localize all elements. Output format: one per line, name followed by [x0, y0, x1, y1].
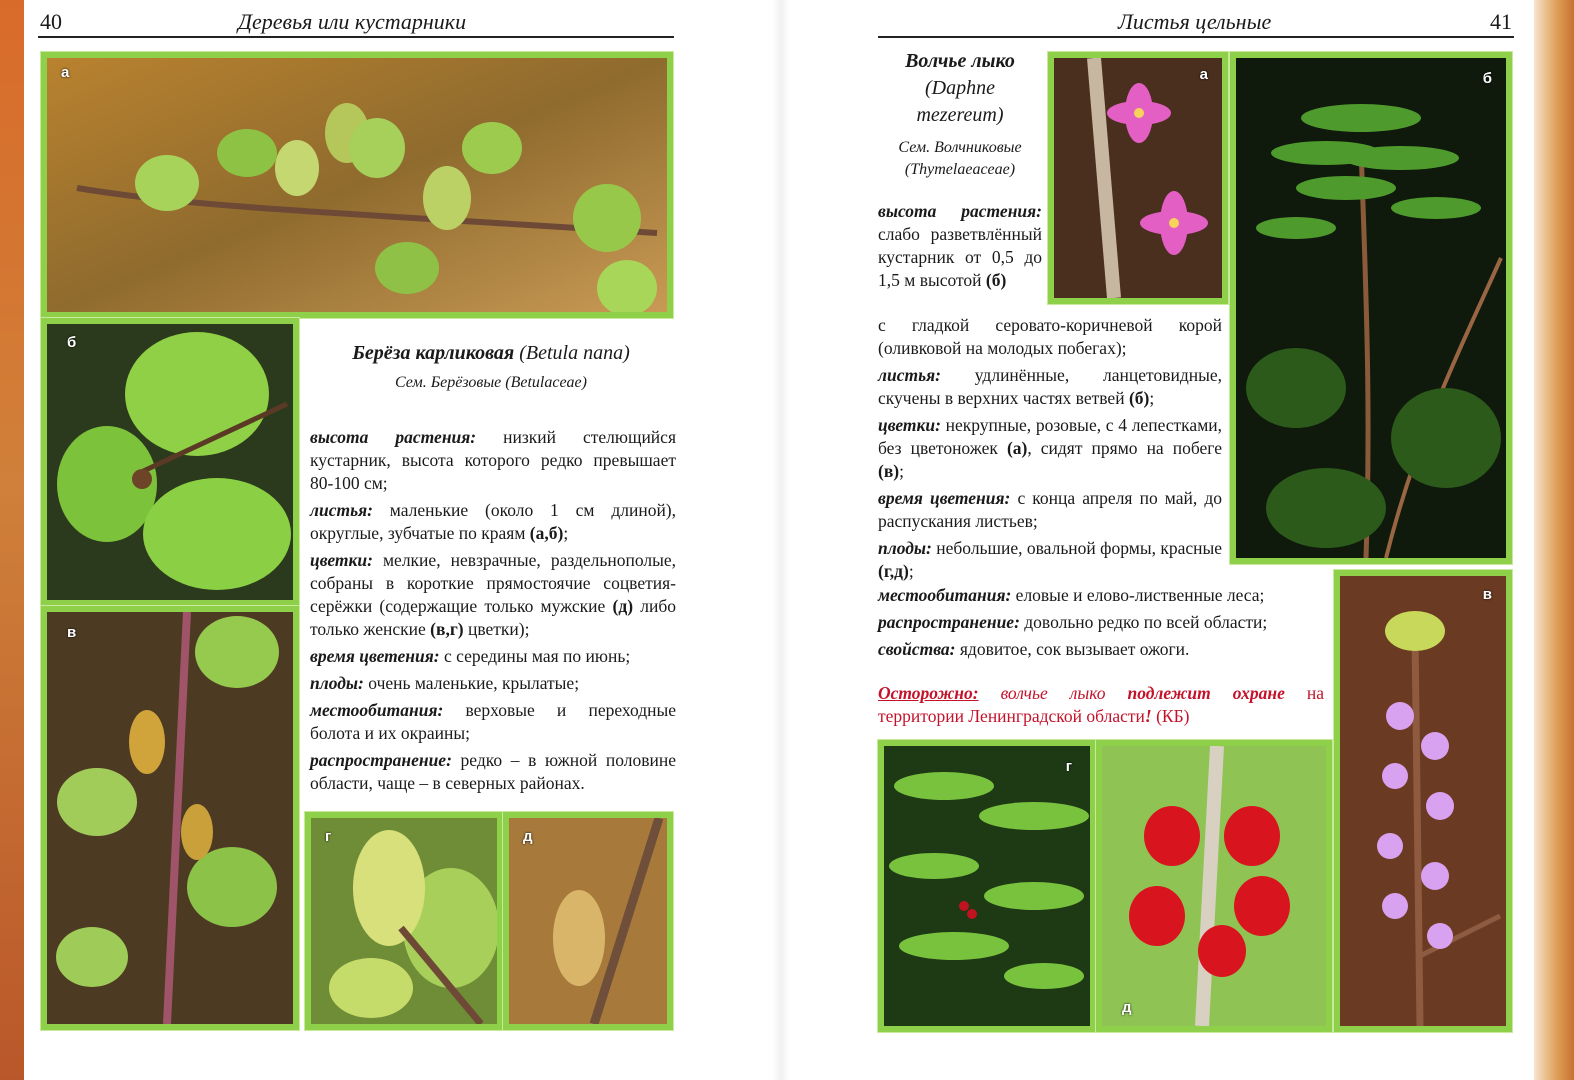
birch-family: Сем. Берёзовые (Betulaceae) [395, 374, 587, 391]
birch-entry-height: высота растения: низкий стелющийся кустарник, высота которого редко превышает 80-100 см; [310, 427, 676, 493]
left-running-title: Деревья или кустарники [238, 9, 467, 34]
birch-entry-distribution: распространение: редко – в южной половине области, чаще – в северных районах. [310, 750, 677, 793]
book-edge-right [1534, 0, 1574, 1080]
daphne-entry-fruits: плоды: небольшие, овальной формы, красные (г,д); [878, 538, 1222, 581]
right-species-heading [872, 48, 1048, 181]
birch-photo-b [41, 318, 299, 606]
left-species-heading [306, 340, 676, 394]
daphne-photo-d [1096, 740, 1332, 1032]
daphne-entry-properties: свойства: ядовитое, сок вызывает ожоги. [878, 639, 1190, 659]
birch-entry-leaves: листья: маленькие (около 1 см длиной), округлые, зубчатые по краям (а,б); [310, 500, 677, 543]
daphne-species-title: Волчье лыко [905, 50, 1015, 72]
daphne-entry-height: высота растения: слабо разветвлённый кустарник от 0,5 до 1,5 м высотой (б) [878, 201, 1042, 290]
daphne-label-v: в [1482, 586, 1492, 603]
right-page-number: 41 [1490, 9, 1512, 34]
photo-label-a: а [61, 64, 70, 81]
left-page-header [38, 8, 674, 38]
daphne-family-1: Сем. Волчниковые [898, 139, 1022, 156]
birch-entry-bloom-time: время цветения: с середины мая по июнь; [310, 646, 631, 666]
photo-label-b: б [67, 334, 77, 351]
right-running-title: Листья цельные [1118, 9, 1272, 34]
birch-photo-d [503, 812, 673, 1030]
daphne-berries-illustration [1102, 746, 1326, 1026]
daphne-description-main [878, 314, 1222, 587]
birch-photo-v [41, 606, 299, 1030]
birch-entry-flowers: цветки: мелкие, невзрачные, раздельнополые, собраны в короткие прямостоячие соцветия-серёжки (содержащие только мужские (д) либо только женские (в,г) цветки); [310, 550, 677, 639]
daphne-photo-v [1334, 570, 1512, 1032]
birch-branch-illustration [47, 58, 667, 312]
daphne-protection-warning: Осторожно: волчье лыко подлежит охране на территории Ленинградской области! (КБ) [878, 683, 1325, 726]
daphne-description-narrow [878, 200, 1042, 292]
daphne-latin-1: (Daphne [925, 77, 995, 99]
daphne-photo-g [878, 740, 1096, 1032]
right-page-header [878, 8, 1514, 38]
birch-catkins-illustration [47, 612, 293, 1024]
photo-label-g: г [325, 828, 332, 845]
daphne-family-2: (Thymelaeaceae) [904, 161, 1016, 178]
daphne-label-a: а [1199, 66, 1208, 83]
book-gutter [772, 0, 790, 1080]
birch-entry-fruits: плоды: очень маленькие, крылатые; [310, 673, 580, 693]
daphne-latin-2: mezereum) [916, 104, 1004, 126]
daphne-photo-a [1048, 52, 1228, 304]
birch-photo-a [41, 52, 673, 318]
birch-leaves-illustration [47, 324, 293, 600]
birch-description [310, 426, 676, 799]
daphne-label-d: д [1122, 999, 1132, 1016]
daphne-shrub-illustration [1236, 58, 1506, 558]
daphne-description-bottom [878, 584, 1324, 665]
left-page-number: 40 [40, 9, 62, 34]
daphne-entry-bloom-time: время цветения: с конца апреля по май, до распускания листьев; [878, 488, 1223, 531]
birch-species-title: Берёза карликовая [352, 342, 515, 364]
birch-species-latin: (Betula nana) [519, 342, 630, 364]
birch-bud-illustration [509, 818, 667, 1024]
daphne-entry-habitat: местообитания: еловые и елово-лиственные леса; [878, 585, 1265, 605]
birch-entry-habitat: местообитания: верховые и переходные болота и их окраины; [310, 700, 676, 743]
daphne-flowers-illustration [1054, 58, 1222, 298]
photo-label-v: в [67, 624, 77, 641]
daphne-photo-b [1230, 52, 1512, 564]
daphne-entry-height-tail: с гладкой серовато-коричневой корой (оливковой на молодых побегах); [878, 315, 1222, 358]
daphne-entry-flowers: цветки: некрупные, розовые, с 4 лепестками, без цветоножек (а), сидят прямо на побеге (в); [878, 415, 1223, 481]
daphne-entry-leaves: листья: удлинённые, ланцетовидные, скучены в верхних частях ветвей (б); [878, 365, 1222, 408]
birch-photo-g [305, 812, 503, 1030]
warning-lead: Осторожно: [878, 683, 979, 703]
daphne-label-g: г [1065, 758, 1072, 775]
photo-label-d: д [523, 828, 533, 845]
daphne-foliage-illustration [884, 746, 1090, 1026]
daphne-entry-distribution: распространение: довольно редко по всей области; [878, 612, 1268, 632]
book-edge-left [0, 0, 24, 1080]
daphne-label-b: б [1482, 70, 1492, 87]
birch-female-catkin-illustration [311, 818, 497, 1024]
daphne-flowering-stem-illustration [1340, 576, 1506, 1026]
